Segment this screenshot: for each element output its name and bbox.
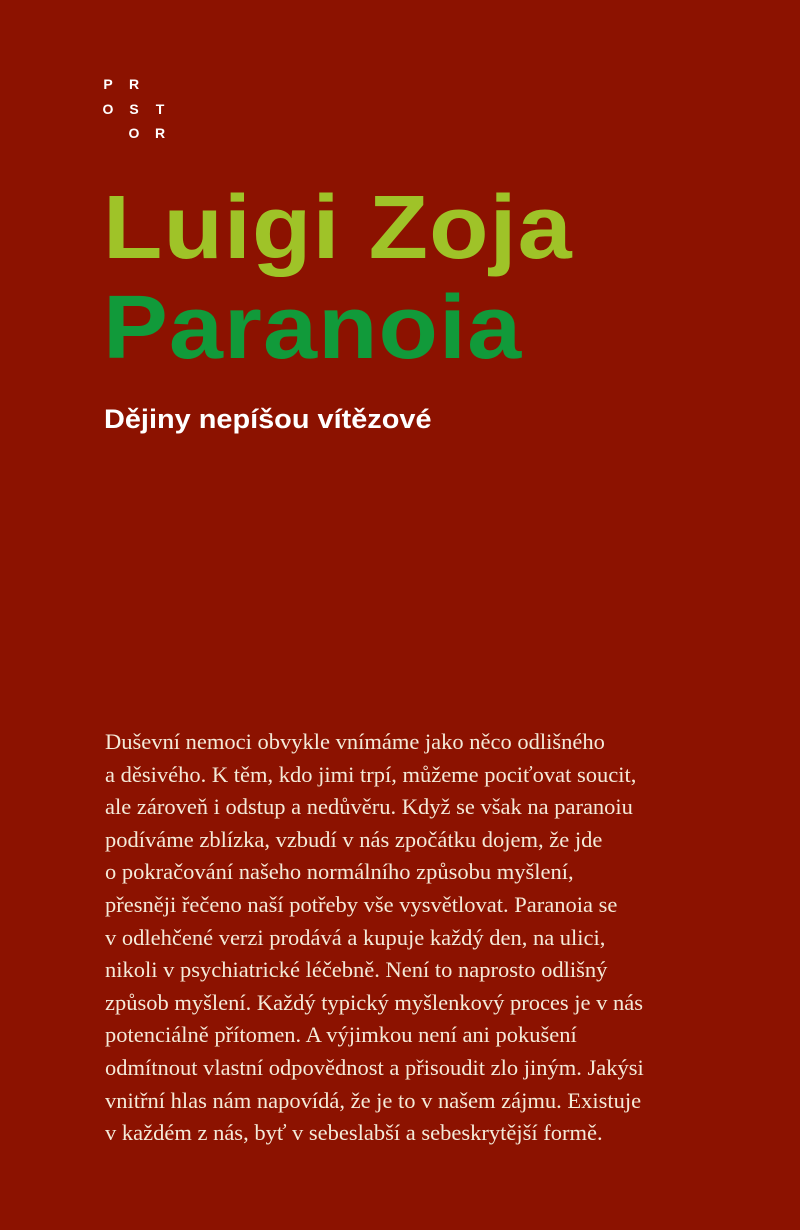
logo-letter: P [103,76,113,92]
logo-letter: R [128,76,140,92]
author-name: Luigi Zoja [103,178,573,278]
book-subtitle: Dějiny nepíšou vítězové [104,404,432,434]
book-title: Paranoia [103,278,523,378]
blurb-line: Duševní nemoci obvykle vnímáme jako něco odlišného [105,729,605,754]
logo-letter [100,123,116,148]
logo-letter [152,74,168,99]
blurb-line: nikoli v psychiatrické léčebně. Není to naprosto odlišný [105,957,608,983]
blurb-line: ale zároveň i odstup a nedůvěru. Když se však na paranoiu [105,794,633,820]
logo-letter: O [128,125,140,141]
blurb-line: odmítnout vlastní odpovědnost a přisoudit zlo jiným. Jakýsi [105,1054,644,1080]
publisher-logo [100,74,178,148]
blurb-line: vnitřní hlas nám napovídá, že je to v našem zájmu. Existuje [105,1087,642,1113]
logo-letter: O [102,100,114,117]
blurb-line: v odlehčené verzi prodává a kupuje každý den, na ulici, [105,924,606,950]
blurb-line: v každém z nás, byť v sebeslabší a sebeskrytější formě. [105,1120,603,1146]
blurb-text [105,726,725,1150]
blurb-line: způsob myšlení. Každý typický myšlenkový proces je v nás [105,989,644,1015]
blurb-line: potenciálně přítomen. A výjimkou není ani pokušení [105,1022,577,1048]
blurb-line: o pokračování našeho normálního způsobu myšlení, [105,859,574,885]
logo-letter: R [154,125,166,141]
blurb-line: a děsivého. K těm, kdo jimi trpí, můžeme pociťovat soucit, [105,761,637,787]
logo-letter: T [155,100,165,117]
blurb-line: podíváme zblízka, vzbudí v nás zpočátku dojem, že jde [105,826,603,852]
logo-letter: S [129,100,139,117]
blurb-line: přesněji řečeno naší potřeby vše vysvětlovat. Paranoia se [105,891,618,917]
